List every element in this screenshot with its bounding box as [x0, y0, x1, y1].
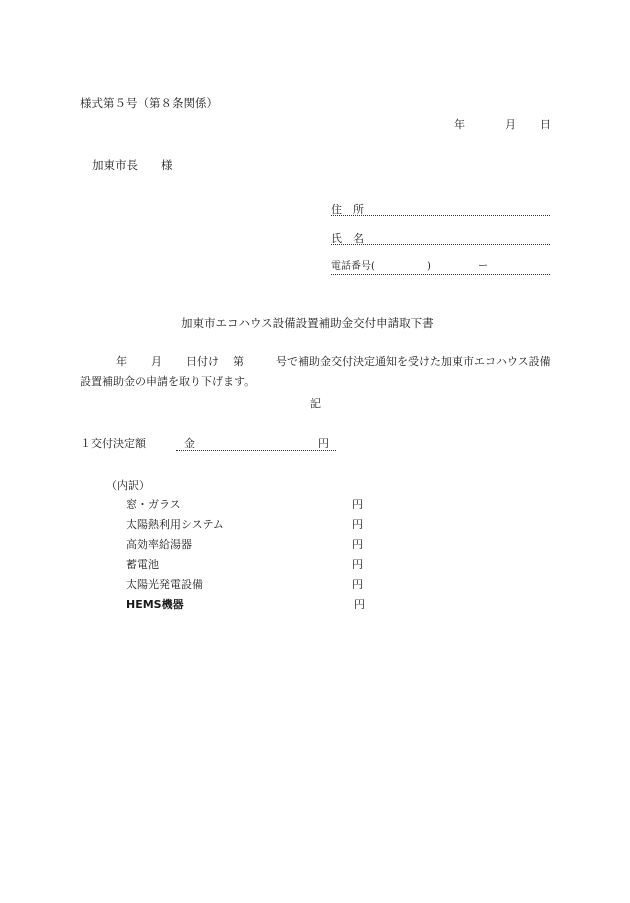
grant-line: [176, 450, 336, 451]
breakdown-item-unit: 円: [352, 518, 363, 531]
breakdown-item-name: 蓄電池: [126, 558, 159, 571]
breakdown-item-name: 太陽熱利用システム: [126, 518, 224, 531]
date-month: 月: [505, 118, 516, 131]
name-label: 氏 名: [331, 232, 364, 245]
breakdown-item-unit: 円: [352, 498, 363, 511]
breakdown-label: （内訳）: [106, 479, 150, 492]
document-title: 加東市エコハウス設備設置補助金交付申請取下書: [181, 316, 434, 330]
date-day: 日: [540, 118, 551, 131]
grant-yen: 円: [318, 437, 329, 450]
date-year: 年: [454, 118, 465, 131]
breakdown-item-name: 窓・ガラス: [126, 498, 181, 511]
phone-label: 電話番号(: [331, 261, 375, 272]
body-text: 号で補助金交付決定通知を受けた加東市エコハウス設備設置補助金の申請を取り下げます。: [80, 355, 551, 388]
name-line: [331, 244, 550, 245]
phone-dash: ー: [478, 261, 488, 272]
phone-close: ): [427, 261, 431, 272]
grant-kin: 金: [184, 437, 195, 450]
breakdown-item-name: 太陽光発電設備: [126, 578, 203, 591]
breakdown-item-unit: 円: [352, 558, 363, 571]
grant-label: １交付決定額: [80, 437, 146, 450]
breakdown-item-unit: 円: [352, 538, 363, 551]
body-year: 年: [116, 355, 127, 368]
form-number: 様式第５号（第８条関係）: [80, 96, 218, 110]
breakdown-item-name: HEMS機器: [126, 598, 184, 611]
breakdown-item-unit: 円: [352, 578, 363, 591]
body-number-prefix: 第: [233, 355, 244, 368]
body-month: 月: [151, 355, 162, 368]
breakdown-item-unit: 円: [354, 598, 365, 611]
body-dated: 日付け: [186, 355, 219, 368]
phone-line: [331, 274, 550, 275]
addressee: 加東市長 様: [92, 158, 173, 172]
address-label: 住 所: [331, 203, 364, 216]
breakdown-item-name: 高効率給湯器: [126, 538, 192, 551]
address-line: [331, 215, 550, 216]
body-paragraph: [80, 352, 552, 392]
ki-heading: 記: [310, 397, 321, 410]
